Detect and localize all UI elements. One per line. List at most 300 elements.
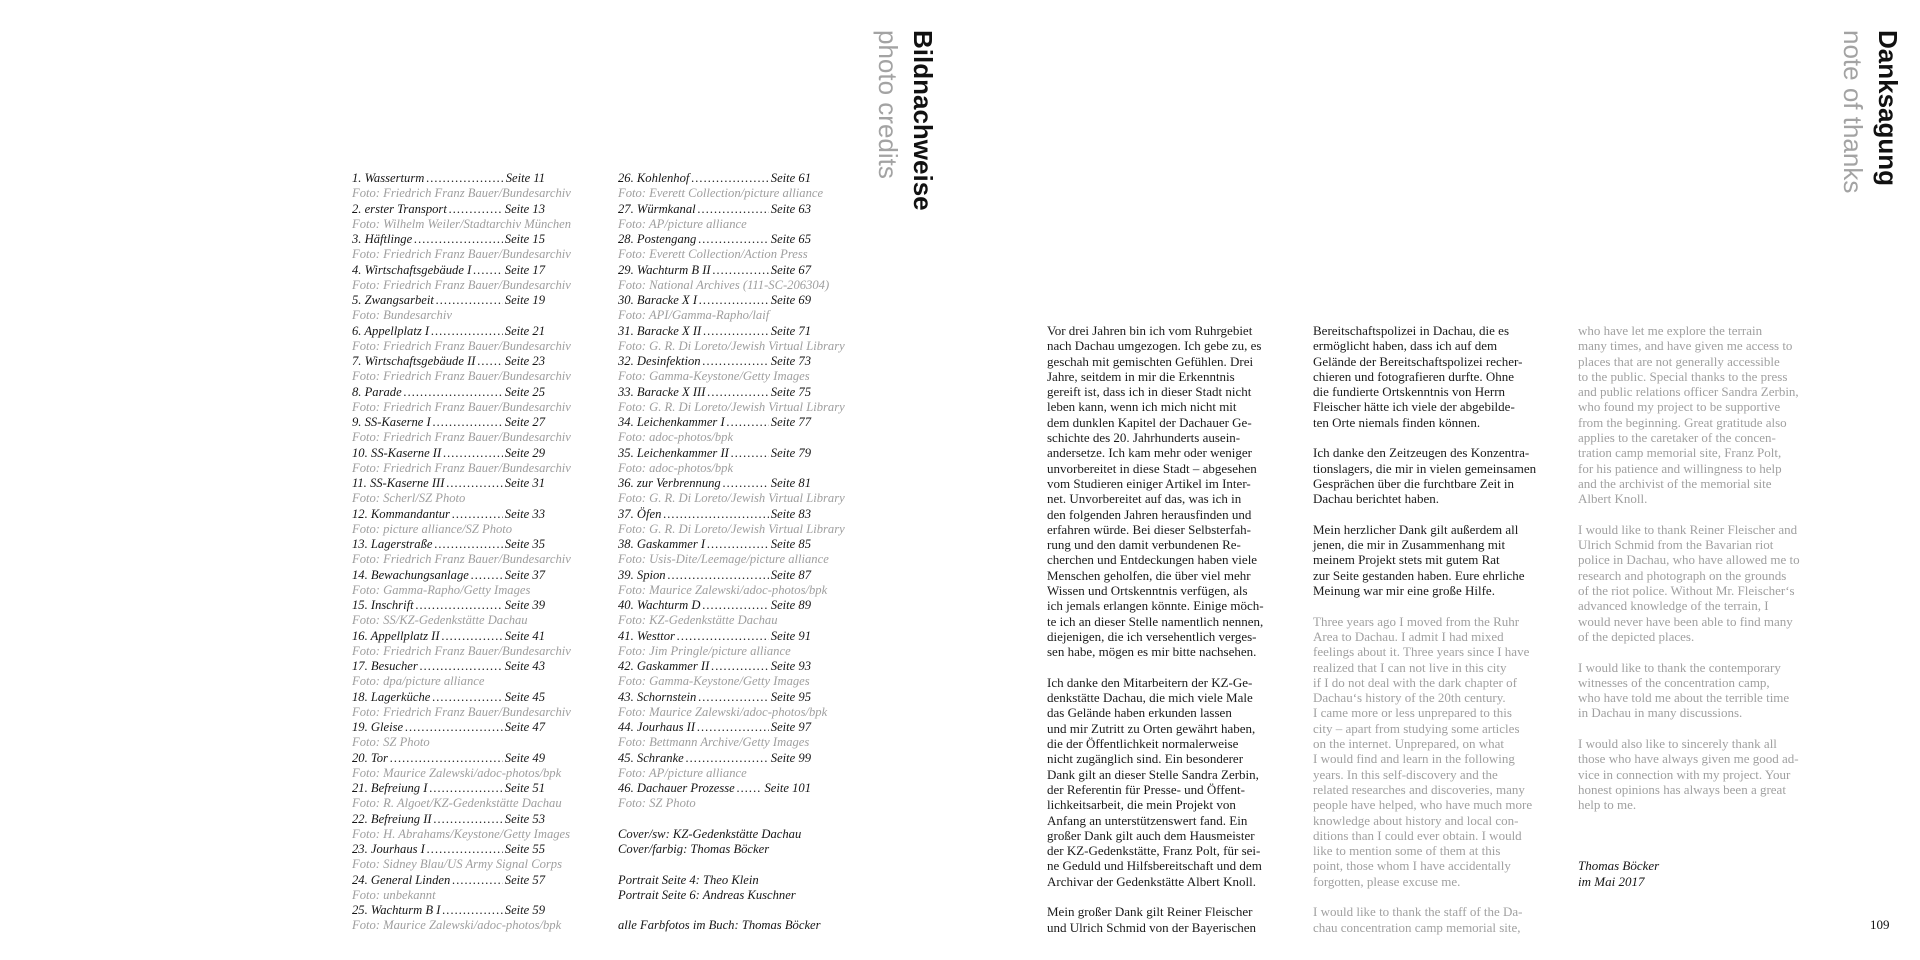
- credit-title: 41. Westtor: [618, 628, 675, 643]
- text-line: andersetze. Ich kam mehr oder weniger: [1047, 445, 1253, 461]
- credit-entry: [352, 903, 545, 918]
- credit-title: 4. Wirtschaftsgebäude I: [352, 262, 472, 277]
- credit-source: Foto: API/Gamma-Rapho/laif: [618, 308, 770, 323]
- text-line: people have helped, who have much more: [1313, 797, 1533, 813]
- text-line: te ich an dieser Stelle namentlich nennen,: [1047, 613, 1264, 629]
- credit-entry: [618, 476, 811, 491]
- credit-source: Foto: Gamma-Rapho/Getty Images: [352, 582, 531, 597]
- dot-leader: [723, 476, 769, 491]
- credit-page: Seite 29: [504, 445, 545, 460]
- paragraph-de: [1047, 904, 1292, 935]
- text-line: ten Orte niemals finden können.: [1313, 414, 1481, 430]
- credit-title: 11. SS-Kaserne III: [352, 476, 445, 490]
- text-line: point, those whom I have accidentally: [1313, 858, 1511, 874]
- text-line: unvorbereitet in diese Stadt – abgesehen: [1047, 460, 1257, 476]
- dot-leader: [698, 690, 768, 705]
- text-line: den folgenden Jahren herausfinden und: [1047, 506, 1252, 522]
- text-line: I came more or less unprepared to this: [1313, 705, 1512, 721]
- paragraph-gap: [1578, 644, 1823, 659]
- credit-page: Seite 19: [504, 293, 545, 307]
- credit-entry: [352, 598, 545, 613]
- text-line: cherchen und Entdeckungen haben viele: [1047, 552, 1258, 568]
- text-line: Gelände der Bereitschaftspolizei recher-: [1313, 353, 1523, 369]
- credit-title: 15. Inschrift: [352, 598, 414, 612]
- credit-title: 21. Befreiung I: [352, 781, 428, 795]
- text-line: to the public. Special thanks to the press: [1578, 368, 1788, 384]
- text-line: I would like to thank the staff of the Da-: [1313, 904, 1523, 920]
- credit-title: 14. Bewachungsanlage: [352, 567, 469, 582]
- credit-entry: [618, 659, 811, 674]
- credit-entry: [352, 324, 545, 339]
- dot-leader: [707, 537, 769, 552]
- text-line: rung und den damit verbundenen Re-: [1047, 537, 1241, 553]
- text-line: Archivar der Gedenkstätte Albert Knoll.: [1047, 873, 1257, 889]
- text-line: of the riot police. Without Mr. Fleischer‘s: [1578, 583, 1795, 599]
- credit-source: Foto: Scherl/SZ Photo: [352, 491, 466, 506]
- credit-title: 3. Häftlinge: [352, 232, 413, 246]
- dot-leader: [420, 659, 503, 674]
- credit-page: Seite 11: [505, 171, 545, 185]
- text-line: who found my project to be supportive: [1578, 399, 1781, 415]
- credit-page: Seite 47: [504, 720, 545, 734]
- credit-page: Seite 81: [770, 476, 811, 490]
- credit-title: 38. Gaskammer I: [618, 537, 706, 551]
- credit-entry: [618, 202, 811, 217]
- credit-entry: [352, 629, 545, 644]
- paragraph-en: [1578, 323, 1823, 507]
- credit-source: Foto: Friedrich Franz Bauer/Bundesarchiv: [352, 552, 571, 567]
- dot-leader: [703, 324, 769, 339]
- credit-source: Foto: G. R. Di Loreto/Jewish Virtual Library: [618, 338, 845, 353]
- credit-entry: [618, 537, 811, 552]
- text-line: Dachau‘s history of the 20th century.: [1313, 690, 1506, 706]
- credit-title: 17. Besucher: [352, 659, 418, 673]
- credit-title: 39. Spion: [618, 567, 666, 582]
- credit-source: Foto: Maurice Zalewski/adoc-photos/bpk: [352, 765, 562, 780]
- text-line: who have let me explore the terrain: [1578, 323, 1763, 338]
- credit-title: 45. Schranke: [618, 750, 684, 765]
- dot-leader: [414, 232, 503, 247]
- credit-source: Foto: Maurice Zalewski/adoc-photos/bpk: [352, 918, 562, 933]
- text-line: dem dunklen Kapitel der Dachauer Ge-: [1047, 414, 1252, 430]
- text-line: city – apart from studying some articles: [1313, 720, 1520, 736]
- credit-title: 29. Wachturm B II: [618, 262, 711, 277]
- text-line: of the depicted places.: [1578, 628, 1695, 644]
- text-line: die der Öffentlichkeit normalerweise: [1047, 736, 1239, 752]
- dot-leader: [436, 293, 503, 308]
- credit-page: Seite 65: [770, 232, 811, 246]
- text-line: Dachau berichtet haben.: [1313, 491, 1439, 507]
- credits-heading: [870, 30, 940, 211]
- dot-leader: [429, 781, 502, 796]
- text-line: und Ulrich Schmid von der Bayerischen: [1047, 919, 1257, 935]
- credit-page: Seite 13: [504, 201, 545, 216]
- credit-page: Seite 31: [504, 476, 545, 490]
- credit-entry: [352, 720, 545, 735]
- text-line: geschah mit gemischten Gefühlen. Drei: [1047, 353, 1254, 369]
- credit-page: Seite 17: [504, 262, 545, 277]
- text-line: research and photograph on the grounds: [1578, 567, 1787, 583]
- credit-entry: [618, 629, 811, 644]
- credit-source: Foto: Gamma-Keystone/Getty Images: [618, 674, 810, 689]
- text-line: for his patience and willingness to help: [1578, 460, 1782, 476]
- credit-page: Seite 57: [504, 872, 545, 887]
- text-line: und mir Zutritt zu Orten gewährt haben,: [1047, 720, 1256, 736]
- credit-page: Seite 41: [504, 628, 545, 643]
- text-line: tration camp memorial site, Franz Polt,: [1578, 445, 1782, 461]
- credits-column-2: [618, 171, 868, 934]
- text-line: on the internet. Unprepared, on what: [1313, 736, 1504, 752]
- text-line: related researches and discoveries, many: [1313, 781, 1525, 797]
- credit-source: Foto: G. R. Di Loreto/Jewish Virtual Library: [618, 491, 845, 506]
- paragraph-gap: [1578, 843, 1823, 858]
- credit-source: Foto: Bettmann Archive/Getty Images: [618, 735, 810, 750]
- credit-entry: [352, 842, 545, 857]
- text-line: knowledge about history and local con-: [1313, 812, 1519, 828]
- credit-entry: [352, 171, 545, 186]
- text-line: would never have been able to find many: [1578, 613, 1793, 629]
- text-line: diejenigen, die ich versehentlich verges-: [1047, 628, 1257, 644]
- credit-page: Seite 43: [504, 659, 545, 673]
- credit-title: 31. Baracke X II: [618, 323, 702, 338]
- credit-source: Foto: Friedrich Franz Bauer/Bundesarchiv: [352, 369, 571, 384]
- credit-source: Foto: Everett Collection/Action Press: [618, 247, 808, 262]
- credits-title: Bildnachweise: [908, 30, 938, 211]
- credit-title: 25. Wachturm B I: [352, 903, 441, 917]
- paragraph-gap: [1047, 889, 1292, 904]
- credit-page: Seite 91: [770, 628, 811, 643]
- credit-entry: [352, 781, 545, 796]
- paragraph-en: [1313, 904, 1558, 935]
- credit-source: Foto: Friedrich Franz Bauer/Bundesarchiv: [352, 430, 571, 445]
- text-line: gereift ist, dass ich in dieser Stadt nicht: [1047, 384, 1252, 400]
- text-line: zur Seite gestanden haben. Eure ehrliche: [1313, 567, 1525, 583]
- text-line: advanced knowledge of the terrain, I: [1578, 598, 1769, 614]
- credit-page: Seite 45: [504, 689, 545, 704]
- text-line: places that are not generally accessible: [1578, 353, 1780, 369]
- credit-title: 27. Würmkanal: [618, 201, 696, 216]
- text-line: ditions than I could ever obtain. I would: [1313, 827, 1522, 843]
- text-line: witnesses of the concentration camp,: [1578, 674, 1770, 690]
- dot-leader: [698, 232, 768, 247]
- credit-source: Foto: adoc-photos/bpk: [618, 460, 734, 475]
- paragraph-gap: [1578, 813, 1823, 828]
- dot-leader: [668, 568, 769, 583]
- credit-source: Foto: Wilhelm Weiler/Stadtarchiv München: [352, 216, 572, 231]
- credit-title: 7. Wirtschaftsgebäude II: [352, 354, 476, 368]
- credit-entry: [352, 812, 545, 827]
- text-line: Mein großer Dank gilt Reiner Fleischer: [1047, 904, 1253, 920]
- credit-page: Seite 51: [504, 781, 545, 795]
- text-line: in Dachau in many discussions.: [1578, 705, 1743, 721]
- paragraph-gap: [1313, 598, 1558, 613]
- paragraph-de: [1047, 675, 1292, 889]
- spacer: [618, 812, 868, 827]
- dot-leader: [663, 507, 768, 522]
- credit-page: Seite 89: [770, 598, 811, 612]
- credit-page: Seite 35: [504, 537, 545, 551]
- credit-title: 33. Baracke X III: [618, 384, 706, 399]
- credit-source: Foto: AP/picture alliance: [618, 765, 747, 780]
- credit-title: 19. Gleise: [352, 720, 404, 734]
- credits-column-1: [352, 171, 602, 934]
- credit-entry: [352, 385, 545, 400]
- text-line: Ich danke den Mitarbeitern der KZ-Ge-: [1047, 674, 1253, 690]
- credit-title: 36. zur Verbrennung: [618, 476, 721, 490]
- credit-page: Seite 95: [770, 689, 811, 704]
- text-line: erfahren würde. Bei dieser Selbsterfah-: [1047, 521, 1251, 537]
- credit-entry: [352, 537, 545, 552]
- dot-leader: [443, 446, 503, 461]
- credit-entry: [352, 293, 545, 308]
- credit-page: Seite 71: [770, 323, 811, 338]
- credit-note: Portrait Seite 6: Andreas Kuschner: [618, 887, 796, 902]
- credit-entry: [352, 232, 545, 247]
- credit-title: 26. Kohlenhof: [618, 171, 690, 185]
- credit-entry: [352, 415, 545, 430]
- credit-source: Foto: SS/KZ-Gedenkstätte Dachau: [352, 613, 528, 628]
- dot-leader: [471, 568, 503, 583]
- text-line: Albert Knoll.: [1578, 491, 1648, 507]
- text-line: years. In this self-discovery and the: [1313, 766, 1498, 782]
- credit-page: Seite 53: [504, 811, 545, 826]
- paragraph-gap: [1578, 721, 1823, 736]
- credit-page: Seite 67: [770, 262, 811, 277]
- credit-source: Foto: Friedrich Franz Bauer/Bundesarchiv: [352, 643, 571, 658]
- credit-source: Foto: SZ Photo: [618, 796, 696, 811]
- credit-page: Seite 73: [770, 354, 811, 368]
- credit-title: 16. Appellplatz II: [352, 628, 440, 643]
- text-line: applies to the caretaker of the concen-: [1578, 430, 1776, 446]
- credit-entry: [618, 568, 811, 583]
- credit-source: Foto: Usis-Dite/Leemage/picture alliance: [618, 552, 829, 567]
- text-line: Bereitschaftspolizei in Dachau, die es: [1313, 323, 1510, 338]
- text-line: ich jemals erlangen könnte. Einige möch-: [1047, 598, 1264, 614]
- credit-title: 5. Zwangsarbeit: [352, 293, 434, 307]
- credit-page: Seite 55: [504, 842, 545, 856]
- credit-title: 46. Dachauer Prozesse: [618, 781, 735, 795]
- text-line: honest opinions has always been a great: [1578, 781, 1786, 797]
- page-number: 109: [1870, 917, 1890, 932]
- credit-source: Foto: H. Abrahams/Keystone/Getty Images: [352, 826, 571, 841]
- text-line: I would like to thank the contemporary: [1578, 659, 1781, 675]
- credit-entry: [618, 354, 811, 369]
- dot-leader: [737, 781, 763, 796]
- credit-entry: [618, 446, 811, 461]
- text-line: Dank gilt an dieser Stelle Sandra Zerbin,: [1047, 766, 1259, 782]
- credit-title: 42. Gaskammer II: [618, 659, 710, 673]
- credit-source: Foto: Everett Collection/picture alliance: [618, 186, 824, 201]
- credit-page: Seite 75: [770, 384, 811, 399]
- dot-leader: [473, 263, 503, 278]
- credit-source: Foto: Friedrich Franz Bauer/Bundesarchiv: [352, 247, 571, 262]
- credit-source: Foto: Sidney Blau/US Army Signal Corps: [352, 857, 562, 872]
- dot-leader: [442, 903, 502, 918]
- paragraph-en: [1578, 522, 1823, 644]
- text-line: Area to Dachau. I admit I had mixed: [1313, 628, 1504, 644]
- credit-entry: [352, 568, 545, 583]
- credit-source: Foto: Friedrich Franz Bauer/Bundesarchiv: [352, 399, 571, 414]
- text-line: Ulrich Schmid from the Bavarian riot: [1578, 537, 1774, 553]
- credit-note: alle Farbfotos im Buch: Thomas Böcker: [618, 918, 821, 933]
- text-line: forgotten, please excuse me.: [1313, 873, 1461, 889]
- paragraph-de: [1313, 323, 1558, 430]
- text-line: Mein herzlicher Dank gilt außerdem all: [1313, 521, 1519, 537]
- text-line: großer Dank gilt auch dem Hausmeister: [1047, 827, 1255, 843]
- text-line: from the beginning. Great gratitude also: [1578, 414, 1787, 430]
- thanks-column-1: [1047, 323, 1292, 935]
- credit-entry: [352, 476, 545, 491]
- text-line: Fleischer hätte ich viele der abgebilde-: [1313, 399, 1515, 415]
- credit-title: 22. Befreiung II: [352, 811, 432, 826]
- text-line: vice in connection with my project. Your: [1578, 766, 1791, 782]
- text-line: I would like to thank Reiner Fleischer and: [1578, 521, 1798, 537]
- text-line: realized that I can not live in this city: [1313, 659, 1507, 675]
- credit-page: Seite 69: [770, 293, 811, 307]
- credit-title: 23. Jourhaus I: [352, 842, 425, 856]
- credit-page: Seite 63: [770, 201, 811, 216]
- credit-page: Seite 79: [770, 445, 811, 460]
- text-line: das Gelände haben erkunden lassen: [1047, 705, 1232, 721]
- credit-entry: [618, 781, 811, 796]
- credit-page: Seite 39: [504, 598, 545, 612]
- thanks-subtitle: note of thanks: [1838, 30, 1868, 194]
- credit-title: 9. SS-Kaserne I: [352, 415, 431, 429]
- text-line: der KZ-Gedenkstätte, Franz Polt, für sei-: [1047, 843, 1261, 859]
- credit-title: 43. Schornstein: [618, 689, 697, 704]
- credit-entry: [618, 415, 811, 430]
- thanks-heading: [1835, 30, 1905, 193]
- paragraph-de: [1313, 522, 1558, 598]
- text-line: many times, and have given me access to: [1578, 338, 1793, 354]
- text-line: ermöglicht haben, dass ich auf dem: [1313, 338, 1498, 354]
- text-line: Wissen und Ortskenntnis verfügen, als: [1047, 583, 1248, 599]
- spacer: [618, 857, 868, 872]
- credit-title: 13. Lagerstraße: [352, 537, 433, 551]
- credit-source: Foto: AP/picture alliance: [618, 216, 747, 231]
- text-line: Meinung war mir eine große Hilfe.: [1313, 583, 1495, 599]
- dot-leader: [697, 720, 769, 735]
- text-line: schichte des 20. Jahrhunderts ausein-: [1047, 430, 1241, 446]
- text-line: net. Unvorbereitet auf das, was ich in: [1047, 491, 1242, 507]
- credit-title: 34. Leichenkammer I: [618, 415, 725, 429]
- credit-title: 44. Jourhaus II: [618, 720, 696, 734]
- credit-entry: [618, 720, 811, 735]
- credit-title: 30. Baracke X I: [618, 293, 698, 307]
- credit-entry: [618, 385, 811, 400]
- dot-leader: [703, 354, 769, 369]
- text-line: vom Studieren einiger Artikel im Inter-: [1047, 475, 1251, 491]
- dot-leader: [699, 293, 769, 308]
- dot-leader: [731, 446, 769, 461]
- credit-source: Foto: G. R. Di Loreto/Jewish Virtual Library: [618, 521, 845, 536]
- text-line: Vor drei Jahren bin ich vom Ruhrgebiet: [1047, 323, 1253, 338]
- paragraph-de: [1047, 323, 1292, 660]
- credit-title: 2. erster Transport: [352, 201, 447, 216]
- credit-source: Foto: KZ-Gedenkstätte Dachau: [618, 613, 778, 628]
- text-line: leben kann, wenn ich mich nicht mit: [1047, 399, 1237, 415]
- credit-note: Portrait Seite 4: Theo Klein: [618, 872, 759, 887]
- dot-leader: [416, 598, 503, 613]
- credit-title: 32. Desinfektion: [618, 354, 701, 368]
- text-line: jenen, die mir in Zusammenhang mit: [1313, 537, 1506, 553]
- text-line: chieren und fotografieren durfte. Ohne: [1313, 368, 1515, 384]
- credit-page: Seite 85: [770, 537, 811, 551]
- credit-entry: [352, 354, 545, 369]
- text-line: Ich danke den Zeitzeugen des Konzentra-: [1313, 445, 1530, 461]
- text-line: Jahre, seitdem in mir die Erkenntnis: [1047, 368, 1235, 384]
- credit-entry: [618, 690, 811, 705]
- thanks-column-2: [1313, 323, 1558, 935]
- text-line: nicht zugänglich sind. Ein besonderer: [1047, 751, 1244, 767]
- text-line: ne Geduld und Hilfsbereitschaft und dem: [1047, 858, 1262, 874]
- credit-note: Cover/farbig: Thomas Böcker: [618, 842, 770, 856]
- dot-leader: [727, 415, 769, 430]
- text-line: lichkeitsarbeit, die mein Projekt von: [1047, 797, 1236, 813]
- dot-leader: [405, 720, 503, 735]
- credit-entry: [352, 202, 545, 217]
- credit-title: 10. SS-Kaserne II: [352, 445, 442, 460]
- paragraph-en: [1578, 660, 1823, 721]
- text-line: Three years ago I moved from the Ruhr: [1313, 613, 1520, 629]
- credit-title: 1. Wasserturm: [352, 171, 425, 185]
- signature-line: im Mai 2017: [1578, 873, 1645, 889]
- credit-page: Seite 59: [504, 903, 545, 917]
- paragraph-de: [1313, 445, 1558, 506]
- spacer: [618, 903, 868, 918]
- credit-page: Seite 23: [504, 354, 545, 368]
- credit-page: Seite 21: [504, 323, 545, 338]
- credit-entry: [352, 507, 545, 522]
- credit-source: Foto: unbekannt: [352, 887, 436, 902]
- credit-page: Seite 87: [770, 567, 811, 582]
- credit-title: 37. Öfen: [618, 506, 662, 521]
- dot-leader: [404, 385, 503, 400]
- credit-title: 12. Kommandantur: [352, 506, 450, 521]
- text-line: I would find and learn in the following: [1313, 751, 1515, 767]
- text-line: Menschen geholfen, die über viel mehr: [1047, 567, 1251, 583]
- paragraph-gap: [1578, 828, 1823, 843]
- credit-title: 28. Postengang: [618, 232, 697, 246]
- credit-page: Seite 77: [770, 415, 811, 429]
- credit-source: Foto: Jim Pringle/picture alliance: [618, 643, 791, 658]
- dot-leader: [707, 385, 768, 400]
- credit-entry: [618, 507, 811, 522]
- credit-title: 24. General Linden: [352, 872, 451, 887]
- text-line: if I do not deal with the dark chapter of: [1313, 674, 1517, 690]
- credit-page: Seite 101: [764, 781, 811, 795]
- credit-page: Seite 61: [770, 171, 811, 185]
- credit-entry: [352, 659, 545, 674]
- paragraph-gap: [1313, 507, 1558, 522]
- text-line: like to mention some of them at this: [1313, 843, 1501, 859]
- text-line: I would also like to sincerely thank all: [1578, 736, 1777, 752]
- text-line: police in Dachau, who have allowed me to: [1578, 552, 1800, 568]
- dot-leader: [711, 659, 768, 674]
- dot-leader: [427, 842, 503, 857]
- credit-source: Foto: SZ Photo: [352, 735, 430, 750]
- credit-title: 40. Wachturm D: [618, 598, 701, 612]
- text-line: Gesprächen über die furchtbare Zeit in: [1313, 475, 1515, 491]
- credit-title: 35. Leichenkammer II: [618, 445, 729, 460]
- credit-source: Foto: Friedrich Franz Bauer/Bundesarchiv: [352, 460, 571, 475]
- dot-leader: [713, 263, 769, 278]
- text-line: who have told me about the terrible time: [1578, 690, 1790, 706]
- credit-page: Seite 83: [770, 506, 811, 521]
- dot-leader: [426, 171, 503, 186]
- credit-source: Foto: National Archives (111-SC-206304): [618, 277, 830, 292]
- credit-source: Foto: Maurice Zalewski/adoc-photos/bpk: [618, 704, 828, 719]
